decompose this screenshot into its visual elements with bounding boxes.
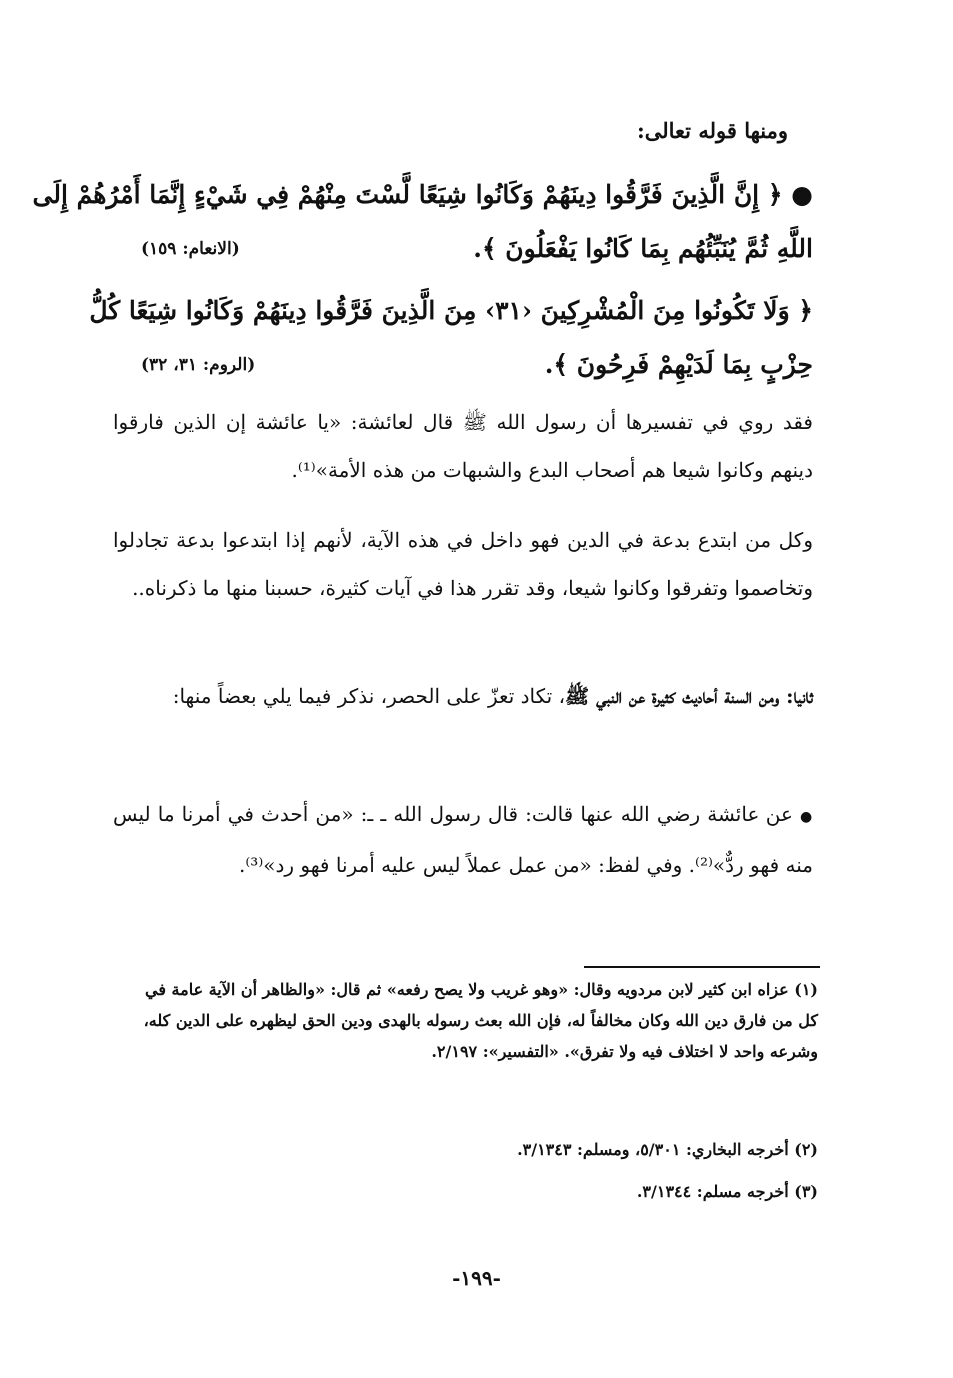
footnote-2: (٢) أخرجه البخاري: ٥/٣٠١، ومسلم: ٣/١٣٤٣.: [517, 1140, 818, 1159]
verse-rum-reference: (الروم: ٣١، ٣٢): [141, 355, 256, 375]
verse-anam-line-1: [32, 168, 813, 222]
verse-anam-text-1: ● ﴿ إِنَّ الَّذِينَ فَرَّقُوا دِينَهُمْ وَكَانُوا شِيَعًا لَّسْتَ مِنْهُمْ فِي شَيْءٍ إِنَّمَا أَمْرُهُمْ إِلَى: [32, 180, 813, 209]
verse-anam: [32, 168, 813, 276]
sunnah-text: ، تكاد تعزّ على الحصر، نذكر فيما يلي بعضاً منها:: [172, 684, 566, 708]
page-number: -١٩٩-: [452, 1266, 501, 1290]
verse-anam-text-2: اللَّهِ ثُمَّ يُنَبِّئُهُم بِمَا كَانُوا يَفْعَلُونَ ﴾.: [473, 234, 813, 263]
paragraph-bidah: وكل من ابتدع بدعة في الدين فهو داخل في هذه الآية، لأنهم إذا ابتدعوا بدعة تجادلوا وتخاصموا وتفرقوا وكانوا شيعا، وقد تقرر هذا في آيات كثيرة، حسبنا منها ما ذكرناه..: [113, 528, 813, 600]
verse-rum: [89, 284, 813, 392]
verse-rum-text-2: حِزْبٍ بِمَا لَدَيْهِمْ فَرِحُونَ ﴾.: [544, 350, 813, 379]
verse-rum-line-2: [113, 338, 813, 392]
hadith-text: عن عائشة رضي الله عنها قالت: قال رسول الله ـ ـ: «من أحدث في أمرنا ما ليس منه فهو ردٌّ»⁽²⁾. وفي لفظ: «من عمل عملاً ليس عليه أمرنا فهو رد»⁽³⁾.: [113, 802, 813, 877]
footnote-divider: [584, 966, 820, 968]
paragraph-tafsir: فقد روي في تفسيرها أن رسول الله ﷺ قال لعائشة: «يا عائشة إن الذين فارقوا دينهم وكانوا شيعا هم أصحاب البدع والشبهات من هذه الأمة»⁽¹⁾.: [113, 410, 813, 482]
footnote-3: (٣) أخرجه مسلم: ٣/١٣٤٤.: [636, 1182, 818, 1201]
paragraph-sunnah: [113, 672, 813, 720]
sunnah-heading: ثانيا: ومن السنة أحاديث كثيرة عن النبي ﷺ: [565, 684, 813, 708]
verse-rum-text-1: ﴿ وَلَا تَكُونُوا مِنَ الْمُشْرِكِينَ ‹٣١› مِنَ الَّذِينَ فَرَّقُوا دِينَهُمْ وَكَانُوا شِيَعًا كُلُّ: [89, 296, 813, 325]
paragraph-hadith: [113, 790, 813, 889]
verse-rum-line-1: [89, 284, 813, 338]
verse-anam-line-2: [113, 222, 813, 276]
footnote-1: (١) عزاه ابن كثير لابن مردويه وقال: «وهو غريب ولا يصح رفعه» ثم قال: «والظاهر أن الآية عامة في كل من فارق دين الله وكان مخالفاً له، فإن الله بعث رسوله بالهدى ودين الحق ليظهره على الدين كله، وشرعه واحد لا اختلاف فيه ولا تفرق». «التفسير»: ٢/١٩٧.: [143, 980, 818, 1061]
verse-anam-reference: (الانعام: ١٥٩): [141, 239, 240, 259]
bullet-icon: ●: [800, 809, 813, 825]
intro-line: ومنها قوله تعالى:: [637, 118, 788, 143]
